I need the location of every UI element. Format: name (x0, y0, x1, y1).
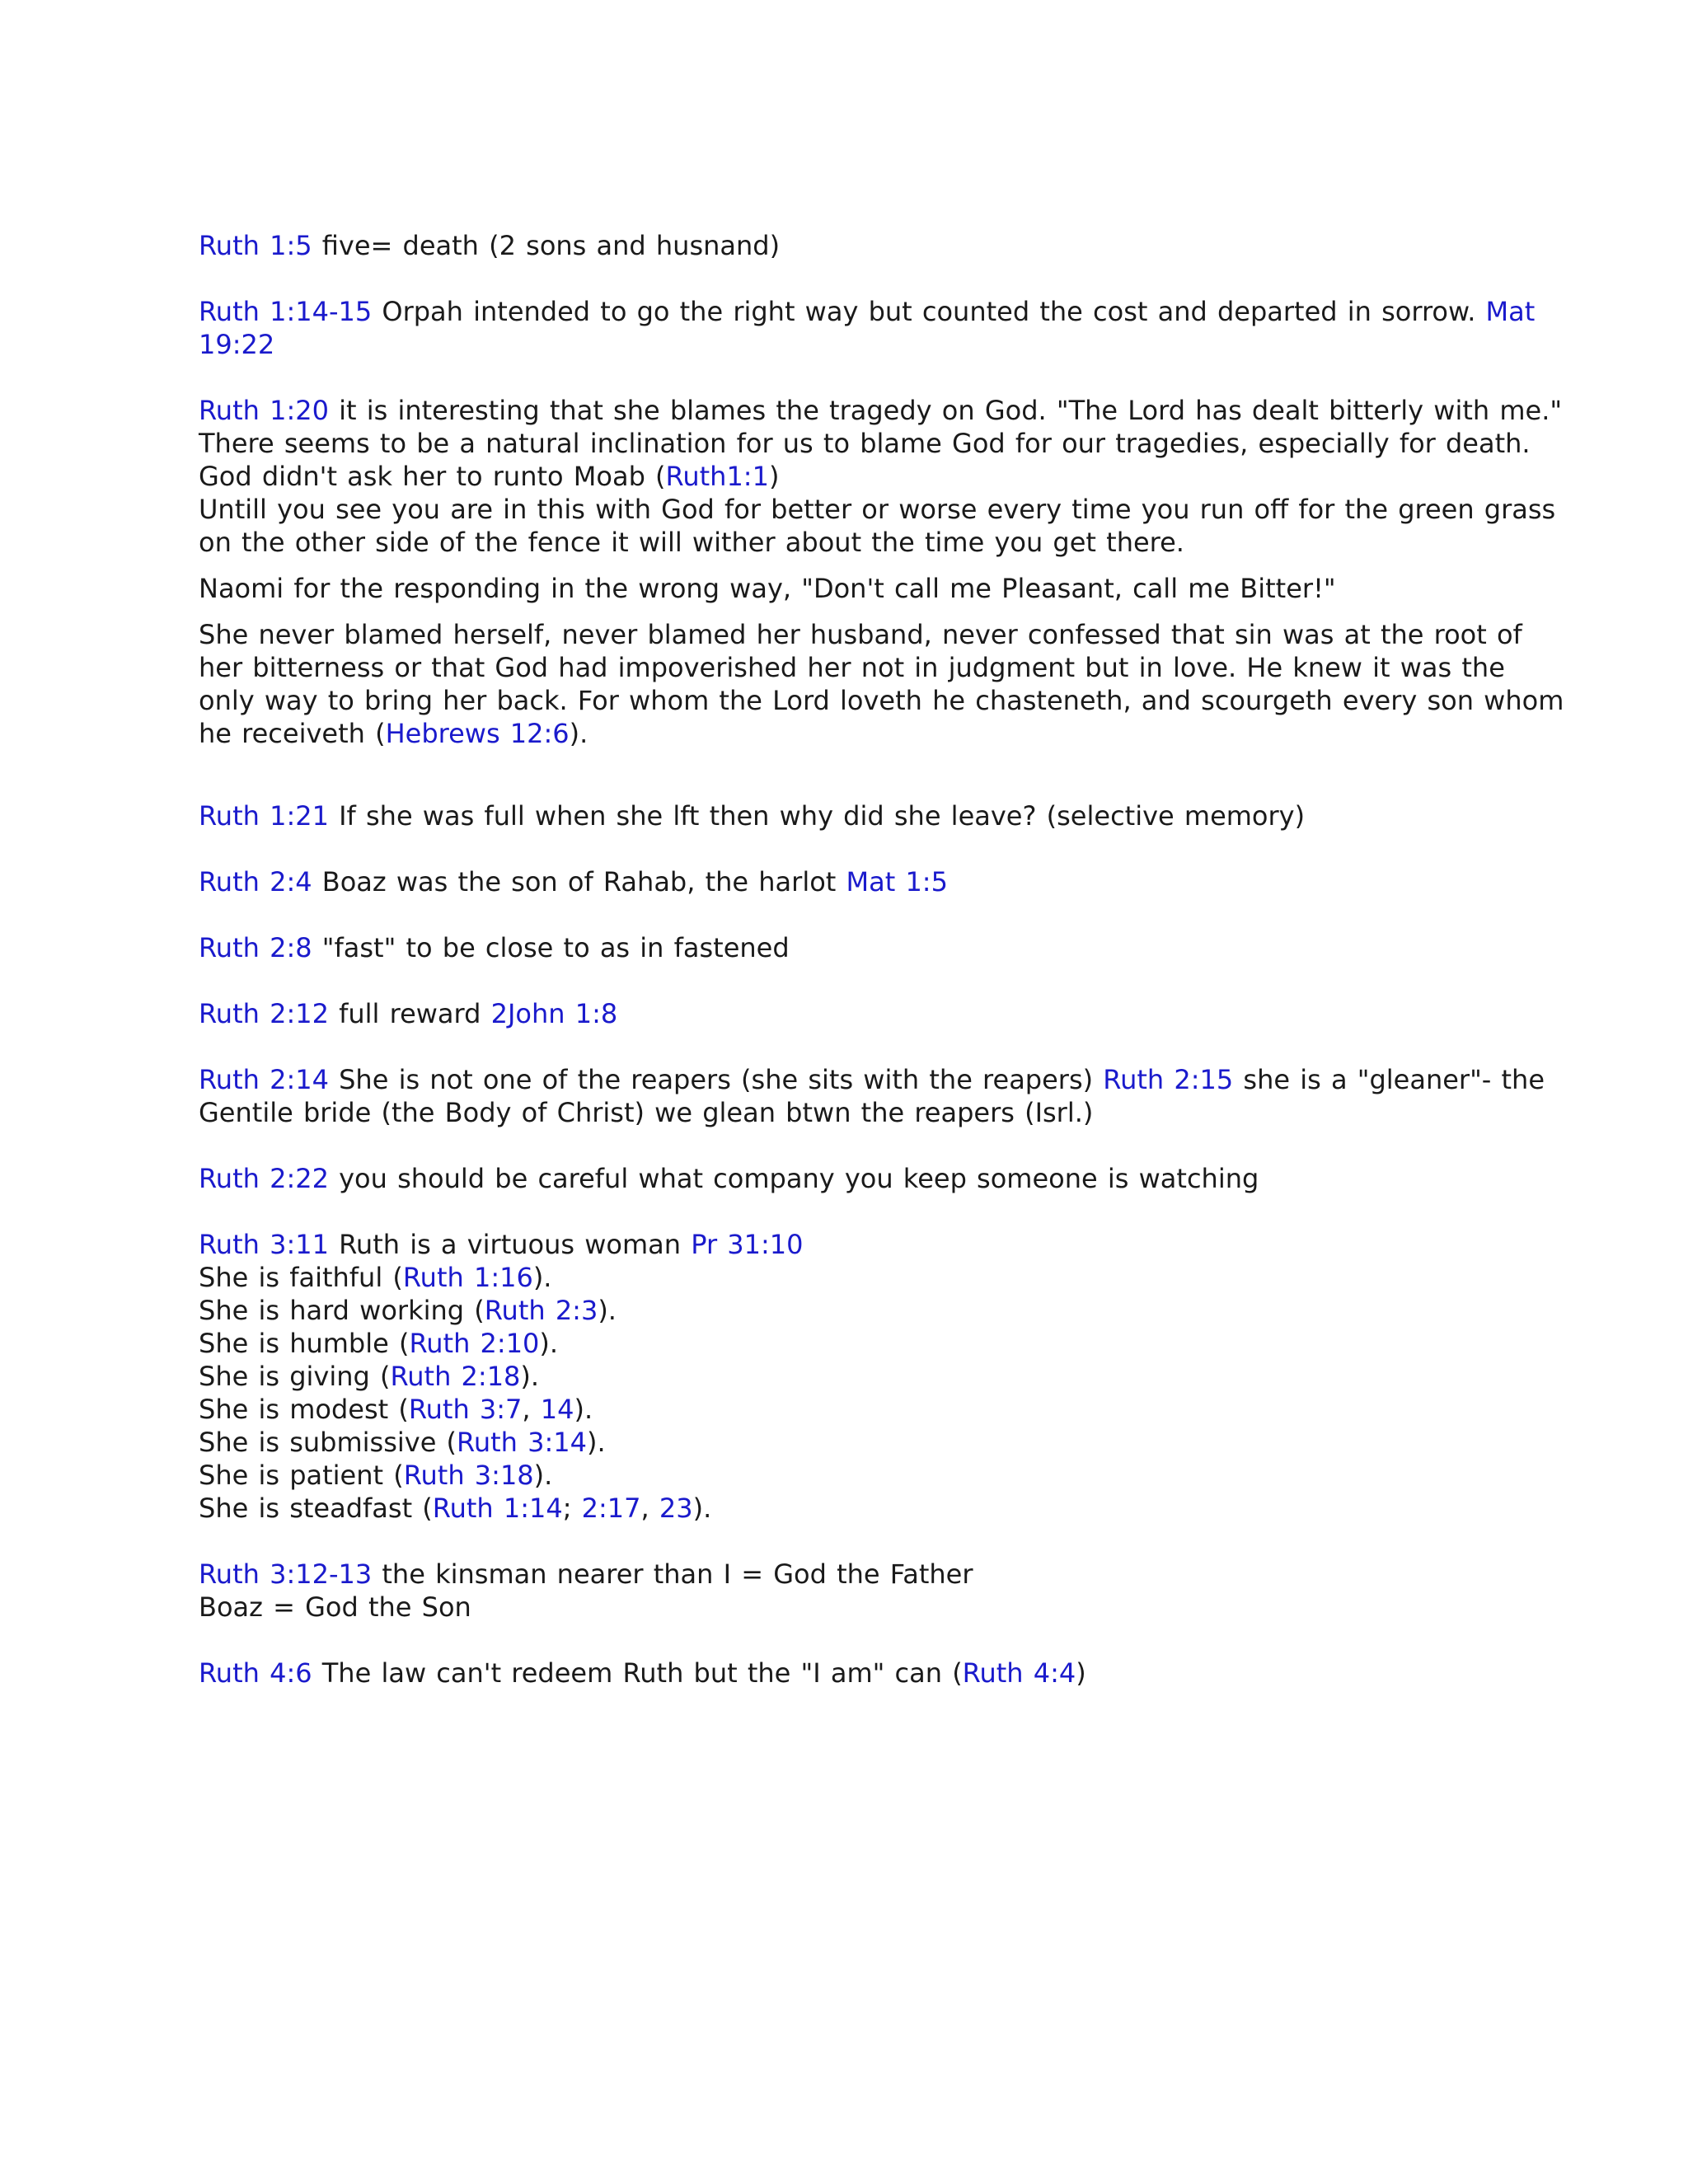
scripture-link[interactable]: Ruth 1:16 (402, 1262, 533, 1293)
virtue-text: She is faithful ( (199, 1262, 403, 1293)
note-text: The law can't redeem Ruth but the "I am" can ( (312, 1657, 963, 1689)
note-ruth-2-14 (199, 1063, 1564, 1129)
scripture-link[interactable]: Ruth 1:5 (199, 230, 312, 261)
scripture-link[interactable]: Ruth 3:14 (457, 1427, 587, 1458)
virtue-text: ). (539, 1328, 559, 1359)
virtue-text: She is hard working ( (199, 1295, 485, 1326)
virtue-item (199, 1327, 1564, 1360)
virtue-item (199, 1393, 1564, 1426)
note-ruth-2-8 (199, 931, 1564, 964)
scripture-link[interactable]: Ruth 2:10 (409, 1328, 540, 1359)
note-ruth-4-6 (199, 1657, 1564, 1690)
scripture-link[interactable]: Ruth 3:12-13 (199, 1558, 373, 1590)
virtue-text: ; (562, 1493, 582, 1524)
note-text: ) (768, 461, 780, 492)
note-text: She is not one of the reapers (she sits with the reapers) (328, 1064, 1104, 1095)
note-text: ) (1076, 1657, 1086, 1689)
note-text: If she was full when she lft then why did she leave? (selective memory) (328, 800, 1306, 832)
note-ruth-3-11 (199, 1228, 1564, 1261)
scripture-link[interactable]: Ruth 3:18 (403, 1460, 534, 1491)
virtue-text: ). (520, 1361, 540, 1392)
scripture-link[interactable]: Ruth 2:4 (199, 866, 312, 898)
virtue-text: She is giving ( (199, 1361, 391, 1392)
scripture-link[interactable]: Ruth 2:12 (199, 998, 329, 1029)
virtue-text: She is submissive ( (199, 1427, 457, 1458)
virtue-item (199, 1459, 1564, 1492)
virtue-text: She is patient ( (199, 1460, 404, 1491)
scripture-link[interactable]: Ruth 2:18 (390, 1361, 521, 1392)
note-text: you should be careful what company you keep someone is watching (328, 1163, 1259, 1194)
note-boaz: Boaz = God the Son (199, 1591, 471, 1623)
virtue-item (199, 1360, 1564, 1393)
scripture-link[interactable]: Ruth 1:21 (199, 800, 329, 832)
note-naomi: Naomi for the responding in the wrong way, "Don't call me Pleasant, call me Bitter!" (199, 573, 1336, 604)
scripture-link[interactable]: 23 (659, 1493, 693, 1524)
scripture-link[interactable]: Ruth 2:14 (199, 1064, 329, 1095)
scripture-link[interactable]: Mat 1:5 (846, 866, 948, 898)
note-ruth-2-12 (199, 997, 1564, 1030)
scripture-link[interactable]: Ruth 2:22 (199, 1163, 329, 1194)
scripture-link[interactable]: Ruth 2:15 (1103, 1064, 1234, 1095)
scripture-link[interactable]: 2John 1:8 (490, 998, 618, 1029)
note-text: the kinsman nearer than I = God the Father (372, 1558, 973, 1590)
virtue-text: She is steadfast ( (199, 1493, 433, 1524)
scripture-link[interactable]: Ruth 2:8 (199, 932, 312, 963)
note-text: Boaz was the son of Rahab, the harlot (312, 866, 846, 898)
scripture-link[interactable]: Ruth 3:7 (408, 1394, 523, 1425)
note-text: "fast" to be close to as in fastened (312, 932, 790, 963)
note-ruth-2-4 (199, 865, 1564, 898)
virtue-item (199, 1261, 1564, 1294)
scripture-link[interactable]: Hebrews 12:6 (385, 718, 570, 749)
virtue-item (199, 1426, 1564, 1459)
scripture-link[interactable]: Ruth 3:11 (199, 1229, 329, 1260)
virtue-item (199, 1294, 1564, 1327)
scripture-link[interactable]: 2:17 (581, 1493, 641, 1524)
scripture-link[interactable]: Ruth 4:4 (962, 1657, 1076, 1689)
virtue-text: ). (574, 1394, 593, 1425)
note-text: Orpah intended to go the right way but counted the cost and departed in sorrow. (372, 296, 1486, 327)
scripture-link[interactable]: Ruth 1:14-15 (199, 296, 373, 327)
scripture-link[interactable]: Mat 19:22 (199, 296, 1536, 360)
note-text: She never blamed herself, never blamed her husband, never confessed that sin was at the root of her bitterness or that God had impoverished her not in judgment but in love. He knew it was the only way to bring her back. For whom the Lord loveth he chasteneth, and scourgeth every son whom he receiveth ( (199, 619, 1564, 749)
note-never-blamed (199, 618, 1564, 750)
note-text: ). (569, 718, 588, 749)
note-ruth-3-12 (199, 1558, 1564, 1591)
virtue-text: ). (586, 1427, 606, 1458)
scripture-link[interactable]: Ruth 1:14 (432, 1493, 563, 1524)
virtue-text: ). (598, 1295, 617, 1326)
scripture-link[interactable]: Ruth 2:3 (484, 1295, 598, 1326)
note-text: Ruth is a virtuous woman (328, 1229, 692, 1260)
virtue-text: She is modest ( (199, 1394, 409, 1425)
virtue-text: She is humble ( (199, 1328, 410, 1359)
note-ruth-1-20 (199, 394, 1564, 493)
scripture-link[interactable]: Ruth1:1 (665, 461, 769, 492)
note-untill: Untill you see you are in this with God for better or worse every time you run off for the green grass on the other side of the fence it will wither about the time you get there. (199, 494, 1556, 558)
virtue-item (199, 1492, 1564, 1525)
virtue-text: ). (532, 1262, 552, 1293)
scripture-link[interactable]: Ruth 1:20 (199, 395, 329, 426)
scripture-link[interactable]: Ruth 4:6 (199, 1657, 312, 1689)
scripture-link[interactable]: 14 (540, 1394, 574, 1425)
note-text: five= death (2 sons and husnand) (312, 230, 781, 261)
virtue-text: ). (692, 1493, 712, 1524)
note-ruth-1-5 (199, 229, 1564, 262)
virtue-text: , (522, 1394, 541, 1425)
note-ruth-1-21 (199, 799, 1564, 832)
note-text: full reward (328, 998, 491, 1029)
note-text: she is a "gleaner"- the Gentile bride (the Body of Christ) we glean btwn the reapers (Isrl.) (199, 1064, 1545, 1128)
note-text: it is interesting that she blames the tragedy on God. "The Lord has dealt bitterly with me." There seems to be a natural inclination for us to blame God for our tragedies, especially for death. God didn't ask her to runto Moab ( (199, 395, 1563, 492)
virtue-text: ). (533, 1460, 553, 1491)
virtue-list (199, 1261, 1564, 1525)
scripture-link[interactable]: Pr 31:10 (691, 1229, 804, 1260)
note-ruth-2-22 (199, 1162, 1564, 1195)
virtue-text: , (640, 1493, 659, 1524)
note-ruth-1-14 (199, 295, 1564, 361)
